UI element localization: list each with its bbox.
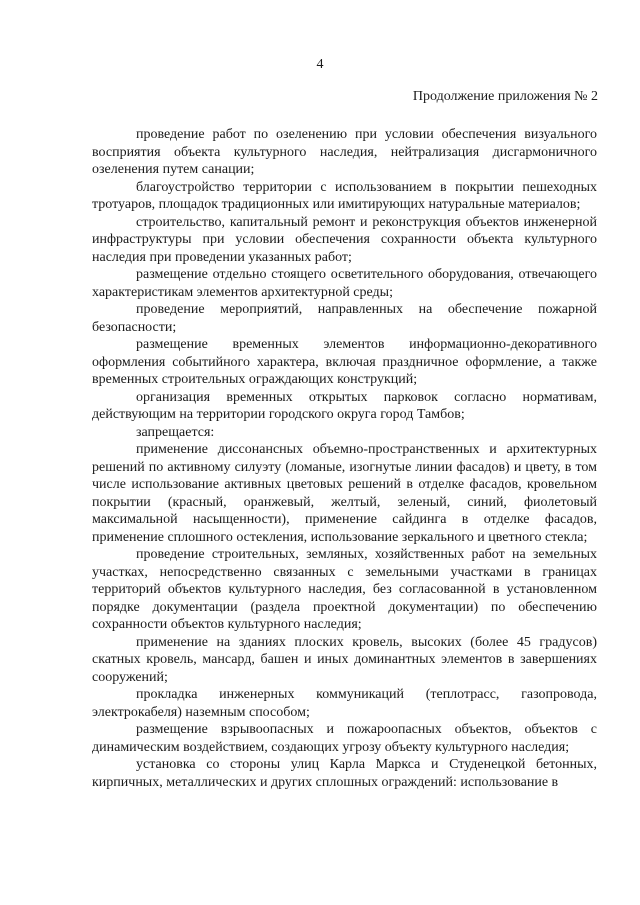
paragraph-roofs: применение на зданиях плоских кровель, высоких (более 45 градусов) скатных кровель, мансард, башен и иных доминантных элементов в завершениях сооружений; xyxy=(92,634,597,685)
page-number: 4 xyxy=(316,57,324,72)
paragraph-landscaping: благоустройство территории с использованием в покрытии пешеходных тротуаров, площадок традиционных или имитирующих натуральные материалов; xyxy=(92,179,597,212)
paragraph-utilities: прокладка инженерных коммуникаций (теплотрасс, газопровода, электрокабеля) наземным способом; xyxy=(92,687,597,720)
paragraph-temporary-decor: размещение временных элементов информационно-декоративного оформления событийного характера, включая праздничное оформление, а также временных строительных ограждающих конструкций; xyxy=(92,337,597,387)
paragraph-earthworks: проведение строительных, земляных, хозяйственных работ на земельных участках, непосредственно связанных с земельными участками в границах территорий объектов культурного наследия, без согласованной в установленном порядке документации (раздела проектной документации) по обеспечению сохранности объектов культурного наследия; xyxy=(92,547,597,632)
paragraph-parking: организация временных открытых парковок согласно нормативам, действующим на территории городского округа город Тамбов; xyxy=(92,389,597,422)
paragraph-dissonant-solutions: применение диссонансных объемно-пространственных и архитектурных решений по активному силуэту (ломаные, изогнутые линии фасадов) и цвету, в том числе использование активных цветовых решений в отделке фасадов, кровельном покрытии (красный, оранжевый, желтый, зеленый, синий, фиолетовый максимальной насыщенности), применение сайдинга в отделке фасадов, применение сплошного остекления, использование зеркального и цветного стекла; xyxy=(92,442,597,545)
paragraph-hazardous-objects: размещение взрывоопасных и пожароопасных объектов, объектов с динамическим воздействием, создающих угрозу объекту культурного наследия; xyxy=(92,722,597,755)
paragraph-prohibited-heading: запрещается: xyxy=(136,424,215,440)
paragraph-fences: установка со стороны улиц Карла Маркса и Студенецкой бетонных, кирпичных, металлических и других сплошных ограждений: использование в xyxy=(92,757,597,790)
paragraph-construction: строительство, капитальный ремонт и реконструкция объектов инженерной инфраструктуры при условии обеспечения сохранности объекта культурного наследия при проведении указанных работ; xyxy=(92,214,597,265)
paragraph-greening: проведение работ по озеленению при условии обеспечения визуального восприятия объекта культурного наследия, нейтрализация дисгармоничного озеленения путем санации; xyxy=(92,127,597,177)
appendix-note: Продолжение приложения № 2 xyxy=(412,89,598,104)
paragraph-fire-safety: проведение мероприятий, направленных на обеспечение пожарной безопасности; xyxy=(92,302,597,335)
document-body xyxy=(92,126,597,791)
paragraph-lighting: размещение отдельно стоящего осветительного оборудования, отвечающего характеристикам элементов архитектурной среды; xyxy=(92,267,597,300)
